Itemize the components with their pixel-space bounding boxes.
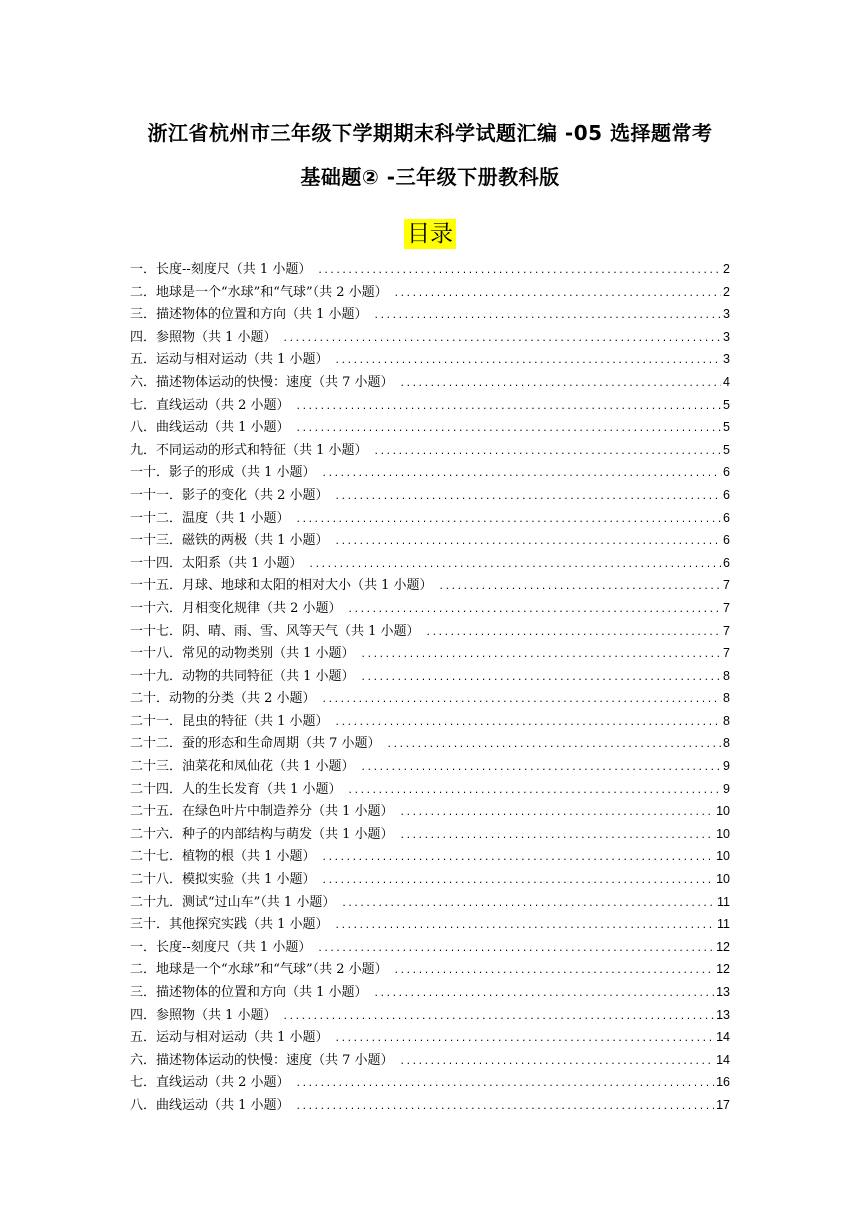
toc-dot-leader bbox=[361, 757, 722, 780]
toc-dot-leader bbox=[394, 960, 714, 983]
toc-entry-page-number: 7 bbox=[723, 578, 730, 593]
toc-entry[interactable] bbox=[130, 597, 730, 620]
toc-dot-leader bbox=[426, 622, 722, 645]
toc-entry[interactable] bbox=[130, 778, 730, 801]
toc-dot-leader bbox=[348, 599, 722, 622]
toc-entry-label: 六．描述物体运动的快慢：速度（共 7 小题） bbox=[130, 374, 394, 390]
toc-entry-label: 四．参照物（共 1 小题） bbox=[130, 1007, 277, 1023]
toc-entry-label: 二十九．测试“过山车”（共 1 小题） bbox=[130, 894, 336, 910]
toc-entry-page-number: 8 bbox=[723, 736, 730, 751]
toc-dot-leader bbox=[335, 1028, 715, 1051]
toc-dot-leader bbox=[387, 734, 722, 757]
toc-entry-label: 二十二．蚕的形态和生命周期（共 7 小题） bbox=[130, 736, 381, 752]
toc-entry-page-number: 14 bbox=[716, 1052, 730, 1067]
toc-dot-leader bbox=[374, 305, 722, 328]
toc-entry-label: 二．地球是一个“水球”和“气球”（共 2 小题） bbox=[130, 962, 388, 978]
toc-entry[interactable] bbox=[130, 484, 730, 507]
toc-dot-leader bbox=[317, 260, 721, 283]
toc-dot-leader bbox=[283, 328, 722, 351]
toc-entry[interactable] bbox=[130, 823, 730, 846]
toc-entry[interactable] bbox=[130, 574, 730, 597]
toc-heading-container bbox=[0, 219, 860, 249]
toc-entry-page-number: 4 bbox=[723, 374, 730, 389]
toc-entry-page-number: 7 bbox=[723, 623, 730, 638]
toc-entry[interactable] bbox=[130, 1026, 730, 1049]
toc-entry-label: 六．描述物体运动的快慢：速度（共 7 小题） bbox=[130, 1052, 394, 1068]
toc-entry-page-number: 10 bbox=[716, 826, 730, 841]
toc-dot-leader bbox=[439, 576, 722, 599]
toc-entry-label: 一十一．影子的变化（共 2 小题） bbox=[130, 487, 329, 503]
toc-entry[interactable] bbox=[130, 507, 730, 530]
toc-dot-leader bbox=[296, 509, 722, 532]
toc-entry-label: 五．运动与相对运动（共 1 小题） bbox=[130, 1030, 329, 1046]
toc-entry-page-number: 12 bbox=[716, 939, 730, 954]
toc-entry-label: 一十三．磁铁的两极（共 1 小题） bbox=[130, 533, 329, 549]
toc-entry-page-number: 6 bbox=[723, 533, 730, 548]
toc-entry-label: 一十六．月相变化规律（共 2 小题） bbox=[130, 600, 342, 616]
toc-dot-leader bbox=[335, 531, 722, 554]
toc-entry-page-number: 5 bbox=[723, 442, 730, 457]
toc-dot-leader bbox=[400, 1051, 715, 1074]
toc-entry-label: 九．不同运动的形式和特征（共 1 小题） bbox=[130, 442, 368, 458]
document-title-line-2: 基础题② -三年级下册教科版 bbox=[300, 165, 560, 189]
toc-entry-page-number: 5 bbox=[723, 420, 730, 435]
toc-entry[interactable] bbox=[130, 394, 730, 417]
toc-entry[interactable] bbox=[130, 416, 730, 439]
toc-dot-leader bbox=[361, 667, 722, 690]
toc-entry-page-number: 3 bbox=[723, 352, 730, 367]
toc-dot-leader bbox=[335, 350, 722, 373]
toc-dot-leader bbox=[335, 915, 715, 938]
toc-dot-leader bbox=[335, 486, 722, 509]
toc-entry-label: 四．参照物（共 1 小题） bbox=[130, 329, 277, 345]
toc-dot-leader bbox=[309, 554, 722, 577]
toc-entry[interactable] bbox=[130, 552, 730, 575]
toc-entry[interactable] bbox=[130, 439, 730, 462]
toc-entry[interactable] bbox=[130, 868, 730, 891]
toc-entry-label: 一．长度--刻度尺（共 1 小题） bbox=[130, 939, 312, 955]
toc-entry-page-number: 8 bbox=[723, 668, 730, 683]
toc-entry-page-number: 9 bbox=[723, 781, 730, 796]
toc-entry[interactable] bbox=[130, 348, 730, 371]
toc-dot-leader bbox=[322, 870, 715, 893]
toc-entry[interactable] bbox=[130, 1071, 730, 1094]
toc-entry-page-number: 11 bbox=[717, 917, 730, 932]
toc-dot-leader bbox=[317, 938, 714, 961]
toc-entry[interactable] bbox=[130, 981, 730, 1004]
toc-entry[interactable] bbox=[130, 845, 730, 868]
toc-entry-label: 三．描述物体的位置和方向（共 1 小题） bbox=[130, 307, 368, 323]
toc-entry[interactable] bbox=[130, 303, 730, 326]
toc-entry[interactable] bbox=[130, 1094, 730, 1117]
toc-entry-label: 一十四．太阳系（共 1 小题） bbox=[130, 555, 303, 571]
toc-heading: 目录 bbox=[404, 219, 456, 249]
toc-entry-page-number: 5 bbox=[723, 397, 730, 412]
toc-entry[interactable] bbox=[130, 1004, 730, 1027]
toc-entry[interactable] bbox=[130, 913, 730, 936]
toc-entry-label: 三十．其他探究实践（共 1 小题） bbox=[130, 917, 329, 933]
toc-entry-label: 二．地球是一个“水球”和“气球”（共 2 小题） bbox=[130, 284, 388, 300]
toc-entry[interactable] bbox=[130, 891, 730, 914]
toc-entry-page-number: 6 bbox=[723, 487, 730, 502]
toc-entry-page-number: 9 bbox=[723, 759, 730, 774]
toc-entry-page-number: 6 bbox=[723, 555, 730, 570]
toc-entry[interactable] bbox=[130, 687, 730, 710]
toc-entry[interactable] bbox=[130, 755, 730, 778]
toc-entry-page-number: 12 bbox=[716, 962, 730, 977]
toc-entry-page-number: 11 bbox=[717, 894, 730, 909]
toc-entry-label: 二十．动物的分类（共 2 小题） bbox=[130, 691, 316, 707]
toc-dot-leader bbox=[296, 418, 722, 441]
toc-dot-leader bbox=[296, 1096, 715, 1119]
toc-entry[interactable] bbox=[130, 371, 730, 394]
toc-entry-page-number: 17 bbox=[716, 1097, 730, 1112]
toc-entry-page-number: 6 bbox=[723, 465, 730, 480]
toc-dot-leader bbox=[296, 396, 722, 419]
toc-entry-page-number: 2 bbox=[723, 262, 730, 276]
toc-entry[interactable] bbox=[130, 936, 730, 959]
toc-dot-leader bbox=[283, 1006, 715, 1029]
toc-dot-leader bbox=[348, 780, 722, 803]
toc-dot-leader bbox=[394, 283, 721, 306]
toc-entry-label: 一十八．常见的动物类别（共 1 小题） bbox=[130, 646, 355, 662]
toc-dot-leader bbox=[322, 463, 722, 486]
toc-dot-leader bbox=[400, 373, 722, 396]
toc-entry-label: 二十五．在绿色叶片中制造养分（共 1 小题） bbox=[130, 804, 394, 820]
toc-entry-page-number: 8 bbox=[723, 691, 730, 706]
toc-entry-page-number: 3 bbox=[723, 329, 730, 344]
toc-entry-page-number: 16 bbox=[716, 1075, 730, 1090]
document-title-line-1: 浙江省杭州市三年级下学期期末科学试题汇编 -05 选择题常考 bbox=[147, 121, 713, 145]
toc-entry-label: 一十九．动物的共同特征（共 1 小题） bbox=[130, 668, 355, 684]
toc-entry-page-number: 10 bbox=[716, 872, 730, 887]
toc-entry[interactable] bbox=[130, 642, 730, 665]
toc-entry-page-number: 10 bbox=[716, 804, 730, 819]
toc-entry-label: 三．描述物体的位置和方向（共 1 小题） bbox=[130, 985, 368, 1000]
toc-dot-leader bbox=[322, 847, 715, 870]
toc-entry-label: 一十二．温度（共 1 小题） bbox=[130, 510, 290, 526]
toc-entry[interactable] bbox=[130, 1049, 730, 1072]
toc-entry-label: 七．直线运动（共 2 小题） bbox=[130, 397, 290, 413]
toc-entry-label: 八．曲线运动（共 1 小题） bbox=[130, 1097, 290, 1113]
toc-entry[interactable] bbox=[130, 326, 730, 349]
toc-entry[interactable] bbox=[130, 958, 730, 981]
toc-entry-label: 八．曲线运动（共 1 小题） bbox=[130, 420, 290, 436]
toc-entry-page-number: 7 bbox=[723, 600, 730, 615]
toc-entry-page-number: 2 bbox=[723, 284, 730, 299]
toc-entry-page-number: 7 bbox=[723, 646, 730, 661]
toc-entry-label: 一十．影子的形成（共 1 小题） bbox=[130, 465, 316, 481]
toc-dot-leader bbox=[374, 983, 715, 1006]
toc-dot-leader bbox=[374, 441, 722, 464]
toc-entry-page-number: 6 bbox=[723, 510, 730, 525]
toc-entry-label: 二十一．昆虫的特征（共 1 小题） bbox=[130, 713, 329, 729]
toc-entry[interactable] bbox=[130, 620, 730, 643]
toc-dot-leader bbox=[322, 689, 722, 712]
toc-entry-label: 二十六．种子的内部结构与萌发（共 1 小题） bbox=[130, 826, 394, 842]
toc-entry-label: 七．直线运动（共 2 小题） bbox=[130, 1075, 290, 1091]
toc-entry[interactable] bbox=[130, 665, 730, 688]
toc-entry-label: 二十四．人的生长发育（共 1 小题） bbox=[130, 781, 342, 797]
toc-entry[interactable] bbox=[130, 732, 730, 755]
toc-entry-label: 一十五．月球、地球和太阳的相对大小（共 1 小题） bbox=[130, 578, 433, 594]
toc-entry[interactable] bbox=[130, 800, 730, 823]
toc-entry-page-number: 13 bbox=[716, 985, 730, 999]
toc-dot-leader bbox=[335, 712, 722, 735]
toc-dot-leader bbox=[361, 644, 722, 667]
toc-dot-leader bbox=[400, 825, 715, 848]
table-of-contents bbox=[130, 258, 730, 1117]
toc-entry-label: 一．长度--刻度尺（共 1 小题） bbox=[130, 262, 312, 277]
toc-entry[interactable] bbox=[130, 529, 730, 552]
toc-entry-page-number: 13 bbox=[716, 1007, 730, 1022]
toc-entry-page-number: 3 bbox=[723, 307, 730, 322]
toc-entry-label: 一十七．阴、晴、雨、雪、风等天气（共 1 小题） bbox=[130, 623, 420, 639]
toc-entry[interactable] bbox=[130, 258, 730, 281]
toc-entry-label: 五．运动与相对运动（共 1 小题） bbox=[130, 352, 329, 368]
toc-dot-leader bbox=[341, 893, 715, 916]
toc-entry-label: 二十七．植物的根（共 1 小题） bbox=[130, 849, 316, 865]
toc-entry[interactable] bbox=[130, 281, 730, 304]
toc-entry[interactable] bbox=[130, 461, 730, 484]
toc-entry-label: 二十八．模拟实验（共 1 小题） bbox=[130, 872, 316, 888]
toc-entry[interactable] bbox=[130, 710, 730, 733]
toc-dot-leader bbox=[296, 1073, 715, 1096]
toc-entry-page-number: 14 bbox=[716, 1030, 730, 1045]
toc-entry-label: 二十三．油菜花和凤仙花（共 1 小题） bbox=[130, 759, 355, 775]
toc-dot-leader bbox=[400, 802, 715, 825]
toc-entry-page-number: 8 bbox=[723, 713, 730, 728]
toc-entry-page-number: 10 bbox=[716, 849, 730, 864]
